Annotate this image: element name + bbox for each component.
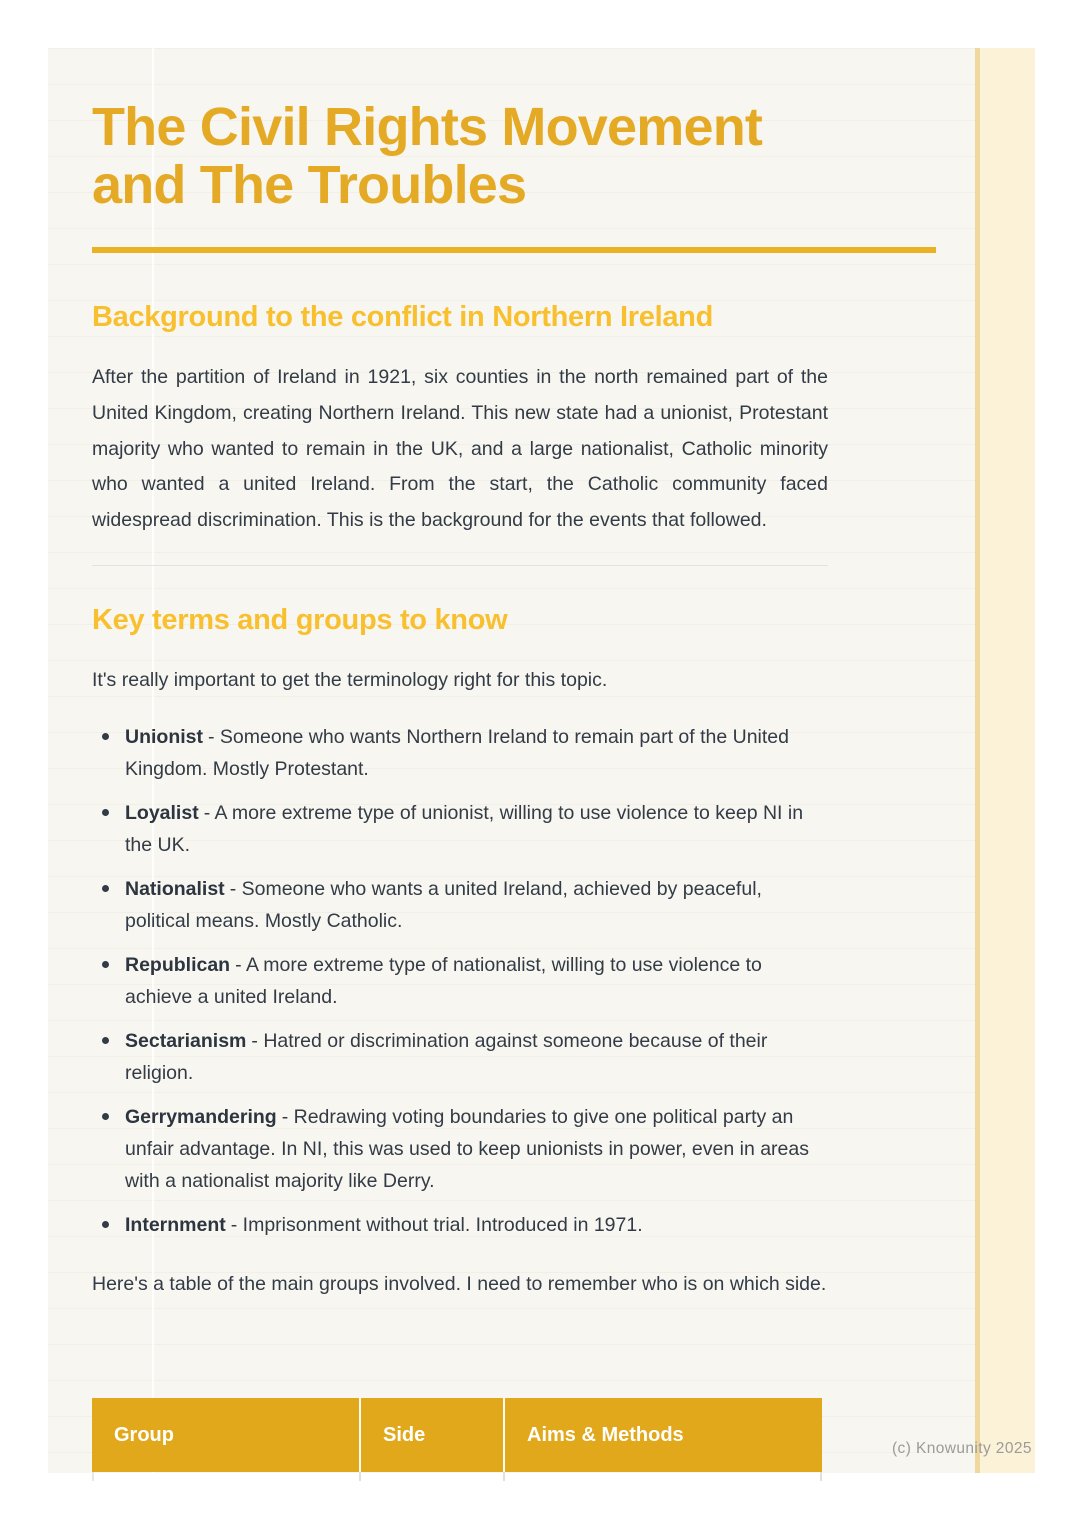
term-label: Gerrymandering [125,1105,277,1128]
term-definition: - A more extreme type of unionist, willing to use violence to keep NI in the UK. [125,801,804,856]
key-terms-list [92,721,828,1241]
section-heading-background: Background to the conflict in Northern Ireland [92,301,714,333]
section-heading-key-terms: Key terms and groups to know [92,603,508,636]
list-item-sectarianism [92,1025,828,1089]
table-header-side: Side [361,1398,505,1472]
term-definition: - Hatred or discrimination against someone because of their religion. [125,1029,768,1084]
page-title-line-1: The Civil Rights Movement [92,97,763,157]
term-label: Sectarianism [125,1029,247,1052]
section-divider [92,565,828,566]
notes-page [48,48,1035,1473]
table-cell-border [505,1472,822,1481]
list-item-gerrymandering [92,1101,828,1197]
table-intro-paragraph: Here's a table of the main groups involved. I need to remember who is on which side. [92,1272,827,1295]
term-definition: - Imprisonment without trial. Introduced in 1971. [230,1213,643,1236]
key-terms-intro: It's really important to get the terminology right for this topic. [92,668,608,691]
term-label: Republican [125,953,231,976]
title-underline [92,247,936,253]
list-item-republican [92,949,828,1013]
term-definition: - Someone who wants Northern Ireland to remain part of the United Kingdom. Mostly Protestant. [125,725,789,780]
list-item-loyalist [92,797,828,861]
term-definition: - A more extreme type of nationalist, willing to use violence to achieve a united Ireland. [125,953,762,1008]
term-label: Internment [125,1213,226,1236]
table-header-row [92,1398,822,1472]
list-item-nationalist [92,873,828,937]
table-header-aims-methods: Aims & Methods [527,1423,684,1446]
page-title-line-2: and The Troubles [92,155,527,215]
list-item-internment [92,1209,828,1241]
term-label: Loyalist [125,801,199,824]
table-cell-border [361,1472,505,1481]
term-label: Unionist [125,725,203,748]
term-label: Nationalist [125,877,225,900]
background-paragraph: After the partition of Ireland in 1921, six counties in the north remained part of the United Kingdom, creating Northern Ireland. This new state had a unionist, Protestant majority who wanted to remain in the UK, and a large nationalist, Catholic minority who wanted a united Ireland. From the start, the Catholic community faced widespread discrimination. This is the background for the events that followed. [92,366,828,532]
notebook-margin-band [975,48,1035,1473]
table-header-group: Group [92,1398,361,1472]
page-content [92,48,828,1303]
page-title [92,48,828,214]
term-definition: - Someone who wants a united Ireland, achieved by peaceful, political means. Mostly Catholic. [125,877,762,932]
term-definition: - Redrawing voting boundaries to give one political party an unfair advantage. In NI, this was used to keep unionists in power, even in areas with a nationalist majority like Derry. [125,1105,809,1192]
list-item-unionist [92,721,828,785]
watermark: (c) Knowunity 2025 [892,1440,1032,1457]
table-next-row-sliver [92,1472,822,1481]
groups-table [92,1398,822,1481]
table-cell-border [92,1472,361,1481]
